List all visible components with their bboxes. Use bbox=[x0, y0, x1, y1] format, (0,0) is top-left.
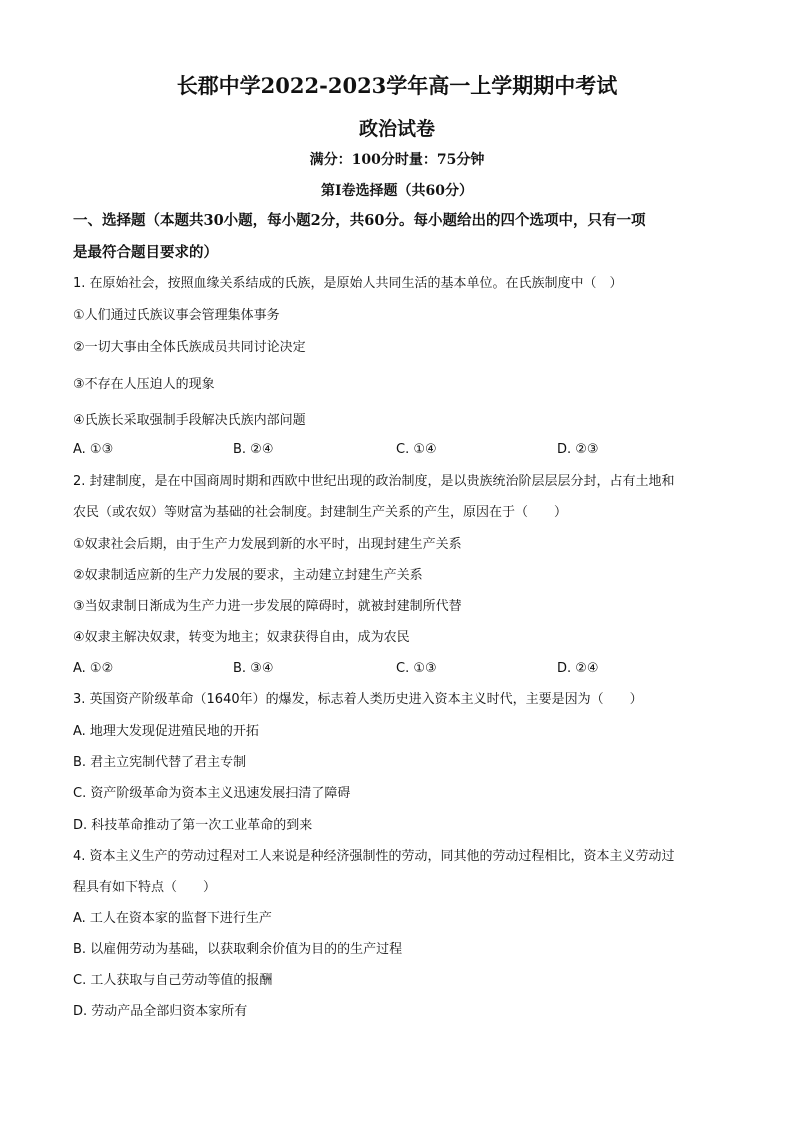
question-1-option-b: B. ②④ bbox=[233, 442, 274, 457]
question-2-option-b: B. ③④ bbox=[233, 661, 274, 676]
question-2-stem-line-1: 2. 封建制度，是在中国商周时期和西欧中世纪出现的政治制度，是以贵族统治阶层层层分封，占有土地和 bbox=[73, 474, 675, 489]
question-1-option-c: C. ①④ bbox=[396, 442, 437, 457]
question-1-stem: 1. 在原始社会，按照血缘关系结成的氏族，是原始人共同生活的基本单位。在氏族制度中（ ） bbox=[73, 276, 623, 291]
question-1-statement-1: ①人们通过氏族议事会管理集体事务 bbox=[73, 308, 280, 323]
question-2-statement-1: ①奴隶社会后期，由于生产力发展到新的水平时，出现封建生产关系 bbox=[73, 537, 462, 552]
question-2-option-d: D. ②④ bbox=[557, 661, 599, 676]
question-2-option-c: C. ①③ bbox=[396, 661, 437, 676]
question-1-option-d: D. ②③ bbox=[557, 442, 599, 457]
question-3-option-a: A. 地理大发现促进殖民地的开拓 bbox=[73, 724, 259, 739]
question-2-statement-4: ④奴隶主解决奴隶，转变为地主；奴隶获得自由，成为农民 bbox=[73, 630, 410, 645]
question-3-stem: 3. 英国资产阶级革命（1640年）的爆发，标志着人类历史进入资本主义时代，主要是因为（ ） bbox=[73, 692, 643, 707]
section-instructions-line-2: 是最符合题目要求的） bbox=[73, 244, 218, 261]
score-time-info: 满分：100分时量：75分钟 bbox=[309, 152, 485, 168]
question-4-stem-line-2: 程具有如下特点（ ） bbox=[73, 880, 217, 895]
question-3-option-b: B. 君主立宪制代替了君主专制 bbox=[73, 755, 247, 770]
question-1-statement-2: ②一切大事由全体氏族成员共同讨论决定 bbox=[73, 340, 306, 355]
volume-heading: 第Ⅰ卷选择题（共60分） bbox=[320, 183, 474, 199]
exam-subtitle: 政治试卷 bbox=[358, 118, 435, 140]
question-2-option-a: A. ①② bbox=[73, 661, 114, 676]
question-1-statement-3: ③不存在人压迫人的现象 bbox=[73, 377, 215, 392]
question-4-option-b: B. 以雇佣劳动为基础，以获取剩余价值为目的的生产过程 bbox=[73, 942, 403, 957]
question-1-option-a: A. ①③ bbox=[73, 442, 114, 457]
question-2-statement-2: ②奴隶制适应新的生产力发展的要求，主动建立封建生产关系 bbox=[73, 568, 423, 583]
question-4-stem-line-1: 4. 资本主义生产的劳动过程对工人来说是种经济强制性的劳动，同其他的劳动过程相比，资本主义劳动过 bbox=[73, 849, 675, 864]
section-instructions-line-1: 一、选择题（本题共30小题，每小题2分，共60分。每小题给出的四个选项中，只有一项 bbox=[73, 212, 646, 229]
exam-title: 长郡中学2022-2023学年高一上学期期中考试 bbox=[176, 73, 618, 98]
question-3-option-d: D. 科技革命推动了第一次工业革命的到来 bbox=[73, 818, 313, 833]
question-4-option-d: D. 劳动产品全部归资本家所有 bbox=[73, 1004, 248, 1019]
question-4-option-c: C. 工人获取与自己劳动等值的报酬 bbox=[73, 973, 273, 988]
question-4-option-a: A. 工人在资本家的监督下进行生产 bbox=[73, 911, 272, 926]
question-1-statement-4: ④氏族长采取强制手段解决氏族内部问题 bbox=[73, 413, 306, 428]
question-3-option-c: C. 资产阶级革命为资本主义迅速发展扫清了障碍 bbox=[73, 786, 351, 801]
question-2-stem-line-2: 农民（或农奴）等财富为基础的社会制度。封建制生产关系的产生，原因在于（ ） bbox=[73, 505, 568, 520]
question-2-statement-3: ③当奴隶制日渐成为生产力进一步发展的障碍时，就被封建制所代替 bbox=[73, 599, 462, 614]
